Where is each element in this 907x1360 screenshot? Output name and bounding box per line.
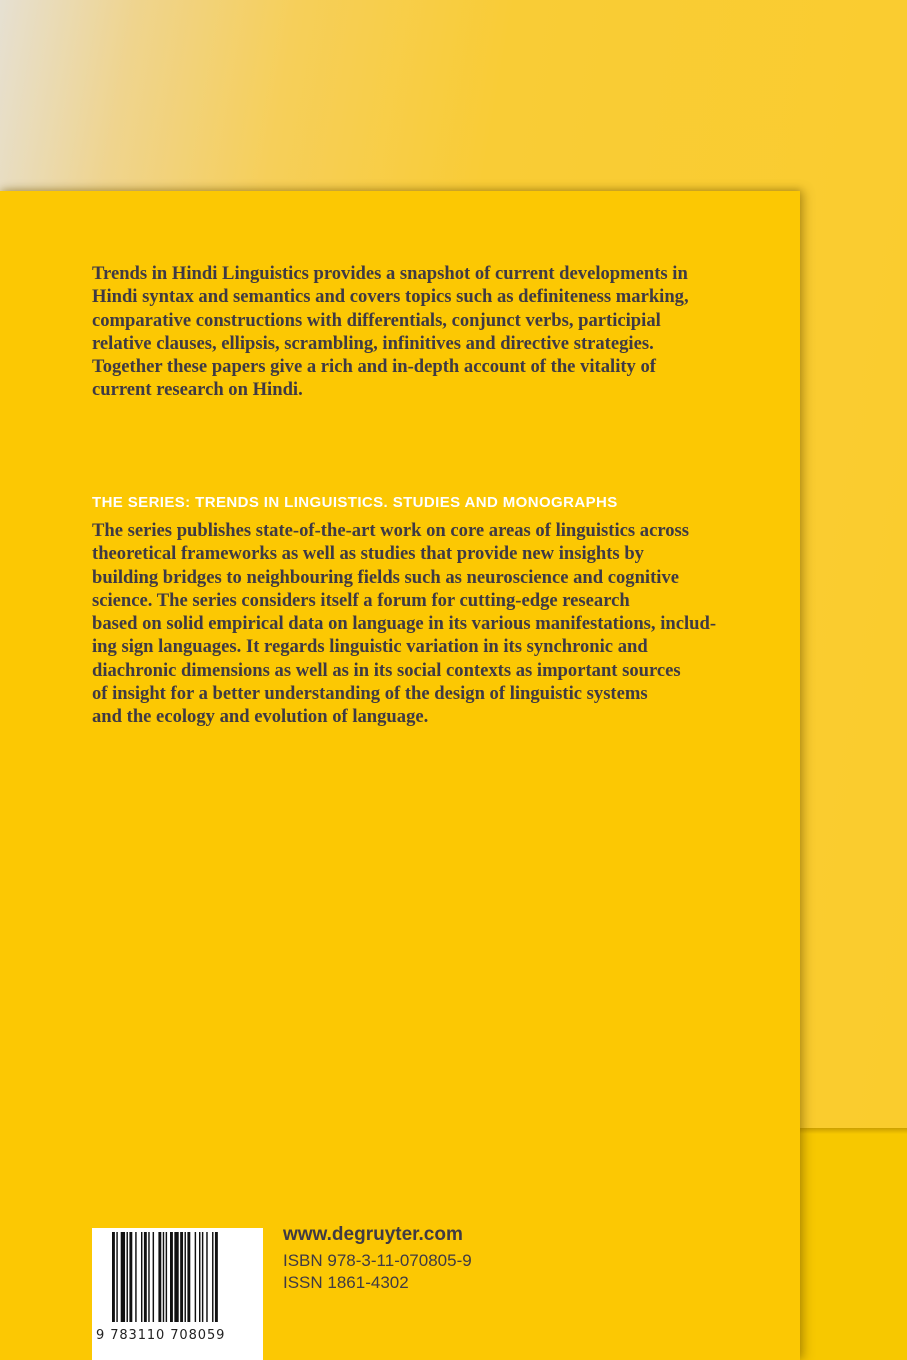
barcode-bar	[163, 1232, 164, 1322]
barcode-bar	[166, 1232, 167, 1322]
barcode-bar	[199, 1232, 200, 1322]
barcode-bar	[127, 1232, 128, 1322]
barcode-bar	[195, 1232, 196, 1322]
barcode-bar	[180, 1232, 183, 1322]
book-description: Trends in Hindi Linguistics provides a snapshot of current developments in Hindi syntax and semantics and covers topics such as definiteness marking, comparative constructions with differentials, conjunct verbs, participial relative clauses, ellipsis, scrambling, infinitives and directive strategies. Together these papers give a rich and in-depth account of the vitality of current research on Hindi.	[92, 263, 689, 401]
barcode-bars	[92, 1228, 263, 1328]
series-description: The series publishes state-of-the-art work on core areas of linguistics across theoretical frameworks as well as studies that provide new insights by building bridges to neighbouring fields such as neuroscience and cognitive science. The series considers itself a forum for cutting-edge research based on solid empirical data on language in its various manifestations, includ- ing sign languages. It regards linguistic variation in its synchronic and diachronic dimensions as well as in its social contexts as important sources of insight for a better understanding of the design of linguistic systems and the ecology and evolution of language.	[92, 520, 717, 728]
barcode-bar	[206, 1232, 207, 1322]
barcode-bar	[121, 1232, 125, 1322]
barcode-bar	[112, 1232, 115, 1322]
barcode-bar	[144, 1232, 147, 1322]
isbn: ISBN 978-3-11-070805-9	[283, 1251, 472, 1270]
barcode	[92, 1228, 263, 1360]
barcode-bar	[116, 1232, 117, 1322]
barcode-bar	[158, 1232, 161, 1322]
barcode-bar	[212, 1232, 213, 1322]
barcode-bar	[215, 1232, 218, 1322]
barcode-digits: 9 783110 708059	[96, 1328, 226, 1343]
barcode-bar	[170, 1232, 173, 1322]
barcode-bar	[129, 1232, 132, 1322]
sheet-fold-shadow	[800, 1128, 907, 1134]
barcode-bar	[185, 1232, 186, 1322]
barcode-bar	[174, 1232, 178, 1322]
barcode-bar	[148, 1232, 149, 1322]
barcode-bar	[141, 1232, 142, 1322]
barcode-bar	[153, 1232, 154, 1322]
barcode-bar	[187, 1232, 190, 1322]
publisher-url[interactable]: www.degruyter.com	[283, 1224, 463, 1245]
barcode-bar	[202, 1232, 203, 1322]
barcode-bar	[135, 1232, 136, 1322]
issn: ISSN 1861-4302	[283, 1273, 409, 1292]
series-heading: THE SERIES: TRENDS IN LINGUISTICS. STUDIES AND MONOGRAPHS	[92, 494, 618, 511]
